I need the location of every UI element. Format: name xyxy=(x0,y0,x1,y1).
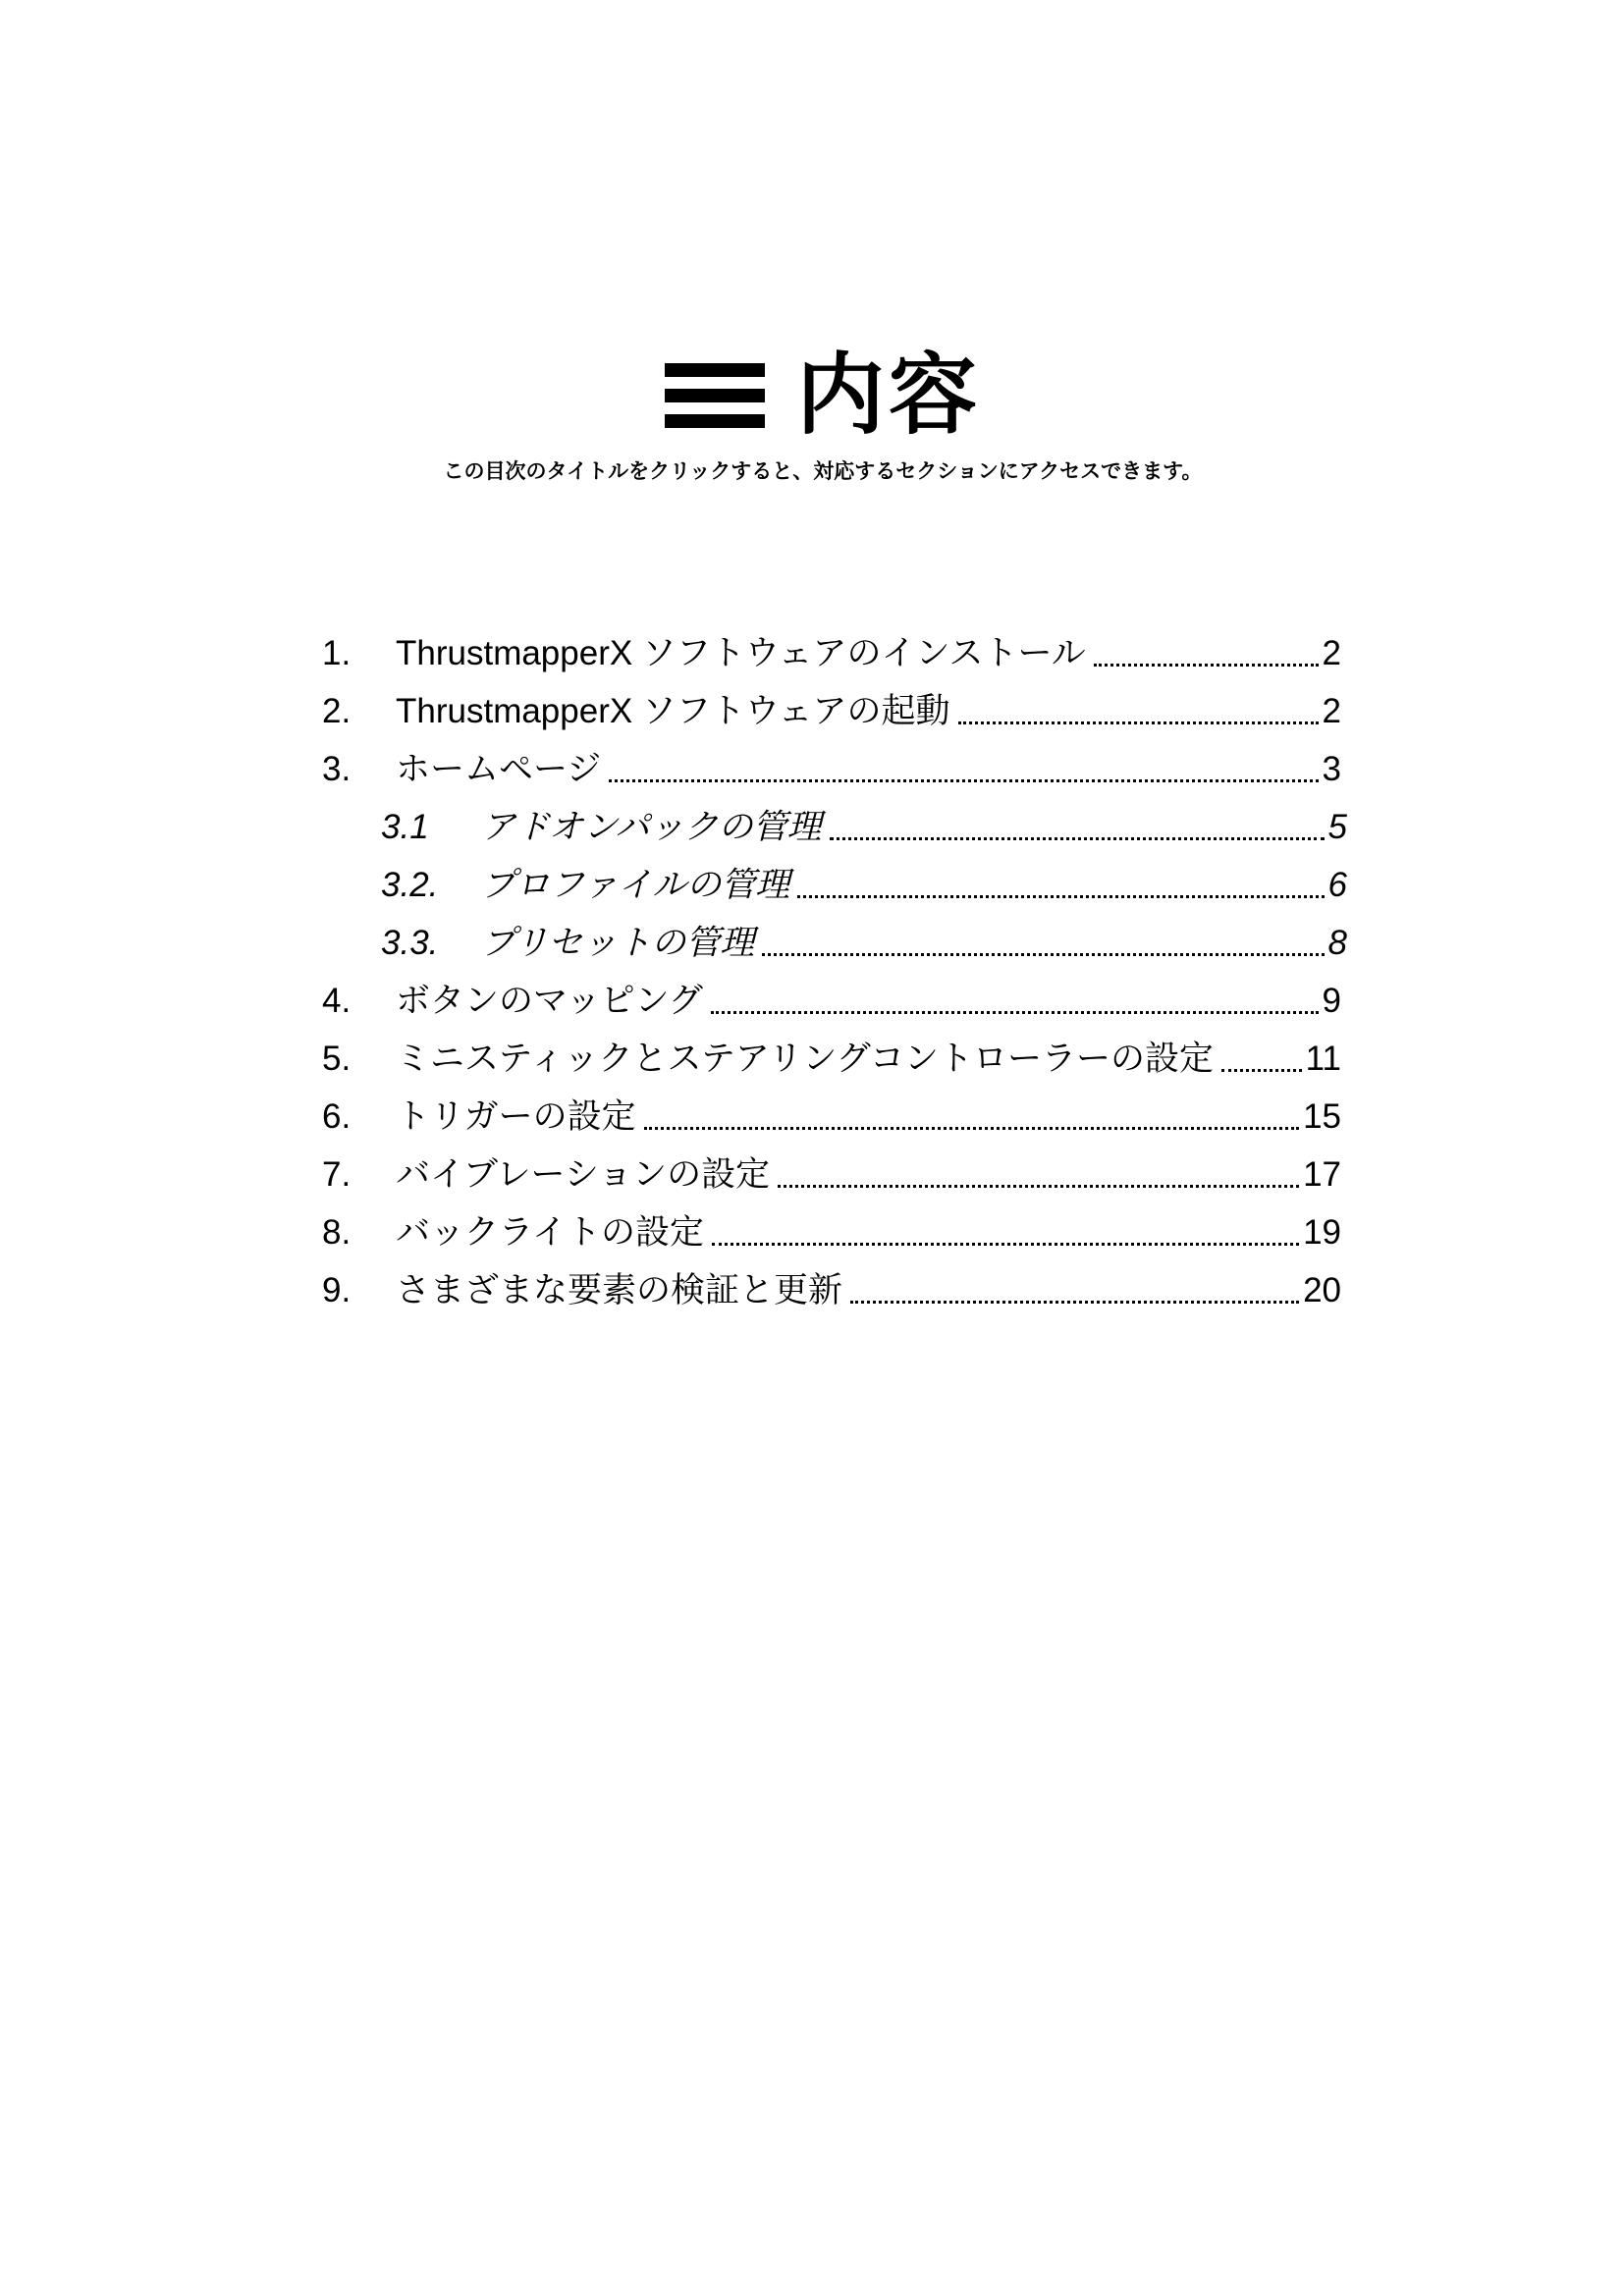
table-of-contents xyxy=(0,624,1624,1319)
toc-entry-number: 7. xyxy=(322,1155,352,1194)
toc-entry-page: 3 xyxy=(1322,750,1341,788)
toc-entry-6[interactable] xyxy=(322,1088,1341,1146)
toc-entry-2[interactable] xyxy=(322,682,1341,740)
toc-entry-number: 3.3. xyxy=(381,924,439,962)
toc-entry-page: 11 xyxy=(1305,1040,1341,1078)
toc-entry-1[interactable] xyxy=(322,624,1341,682)
toc-entry-number: 5. xyxy=(322,1040,352,1078)
title-row xyxy=(20,347,1624,445)
dot-leader xyxy=(778,1185,1299,1188)
menu-icon xyxy=(665,363,765,428)
toc-entry-page: 15 xyxy=(1303,1097,1341,1136)
toc-entry-3-2[interactable] xyxy=(381,856,1347,914)
toc-entry-number: 4. xyxy=(322,982,352,1020)
dot-leader xyxy=(850,1301,1299,1304)
toc-entry-page: 8 xyxy=(1327,924,1347,962)
toc-entry-title[interactable]: アドオンパックの管理 xyxy=(481,808,822,846)
menu-icon-bar xyxy=(665,363,765,377)
toc-entry-3-1[interactable] xyxy=(381,798,1347,856)
menu-icon-bar xyxy=(665,414,765,428)
toc-entry-page: 17 xyxy=(1303,1155,1341,1194)
toc-entry-3-3[interactable] xyxy=(381,914,1347,972)
page-subtitle: この目次のタイトルをクリックすると、対応するセクションにアクセスできます。 xyxy=(443,460,1203,483)
toc-entry-number: 3.2. xyxy=(381,866,439,904)
toc-entry-page: 9 xyxy=(1322,982,1341,1020)
toc-entry-title[interactable]: ホームページ xyxy=(396,750,602,788)
dot-leader xyxy=(644,1127,1299,1130)
toc-entry-4[interactable] xyxy=(322,972,1341,1030)
toc-entry-page: 19 xyxy=(1303,1213,1341,1252)
toc-entry-5[interactable] xyxy=(322,1030,1341,1088)
toc-header xyxy=(20,347,1624,445)
page-title: 内容 xyxy=(796,347,981,445)
toc-entry-number: 6. xyxy=(322,1097,352,1136)
toc-entry-9[interactable] xyxy=(322,1261,1341,1319)
toc-entry-title[interactable]: ボタンのマッピング xyxy=(396,982,703,1020)
dot-leader xyxy=(711,1011,1319,1014)
toc-entry-7[interactable] xyxy=(322,1146,1341,1203)
toc-entry-number: 9. xyxy=(322,1271,352,1309)
toc-entry-title[interactable]: ThrustmapperX ソフトウェアのインストール xyxy=(396,634,1086,672)
dot-leader xyxy=(958,721,1319,724)
toc-entry-title[interactable]: プロファイルの管理 xyxy=(481,866,790,904)
toc-entry-page: 20 xyxy=(1303,1271,1341,1309)
dot-leader xyxy=(762,953,1324,956)
toc-entry-3[interactable] xyxy=(322,740,1341,798)
toc-entry-title[interactable]: バイブレーションの設定 xyxy=(396,1155,771,1194)
toc-entry-number: 3.1 xyxy=(381,808,429,846)
toc-entry-title[interactable]: ThrustmapperX ソフトウェアの起動 xyxy=(396,692,950,730)
menu-icon-bar xyxy=(665,389,765,402)
toc-entry-title[interactable]: ミニスティックとステアリングコントローラーの設定 xyxy=(396,1040,1215,1078)
toc-entry-title[interactable]: プリセットの管理 xyxy=(481,924,755,962)
dot-leader xyxy=(1221,1069,1302,1072)
toc-entry-number: 3. xyxy=(322,750,352,788)
toc-entry-8[interactable] xyxy=(322,1203,1341,1261)
toc-entry-page: 6 xyxy=(1327,866,1347,904)
toc-entry-page: 2 xyxy=(1322,692,1341,730)
dot-leader xyxy=(797,895,1324,898)
dot-leader xyxy=(712,1243,1299,1246)
dot-leader xyxy=(830,837,1325,840)
toc-entry-page: 5 xyxy=(1327,808,1347,846)
toc-entry-number: 1. xyxy=(322,634,352,672)
toc-entry-number: 2. xyxy=(322,692,352,730)
dot-leader xyxy=(609,779,1318,782)
toc-entry-title[interactable]: バックライトの設定 xyxy=(396,1213,704,1252)
toc-entry-page: 2 xyxy=(1322,634,1341,672)
toc-entry-title[interactable]: さまざまな要素の検証と更新 xyxy=(396,1271,843,1309)
dot-leader xyxy=(1094,664,1319,667)
toc-entry-number: 8. xyxy=(322,1213,352,1252)
toc-entry-title[interactable]: トリガーの設定 xyxy=(396,1097,636,1136)
